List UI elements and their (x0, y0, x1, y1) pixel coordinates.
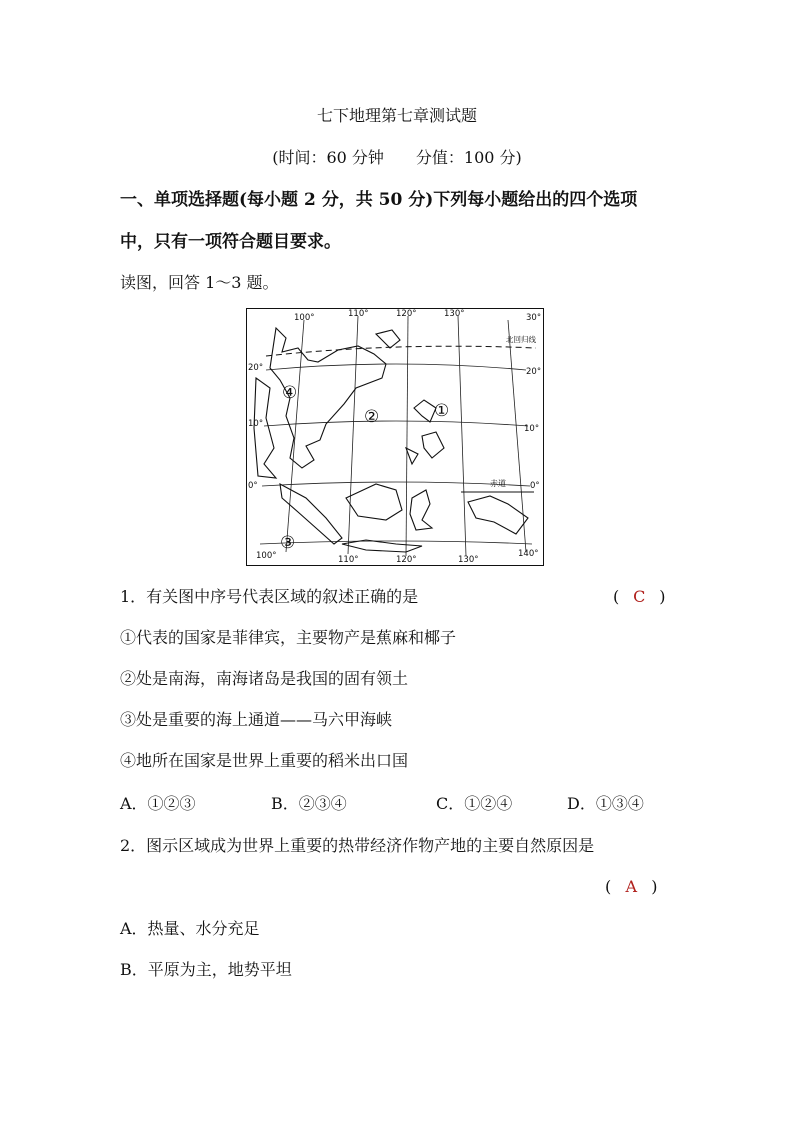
lon-label-top: 120° (396, 309, 417, 319)
option-d: D．①③④ (567, 794, 644, 813)
lat-label-right: 0° (530, 481, 540, 491)
lat-label-right: 30° (526, 313, 542, 323)
region-marker-4: ④ (282, 383, 298, 403)
section-heading-line2: 中，只有一项符合题目要求。 (120, 232, 341, 252)
region-marker-2: ② (364, 407, 380, 427)
lat-label-left: 10° (248, 419, 264, 429)
statement-1: ①代表的国家是菲律宾，主要物产是蕉麻和椰子 (120, 628, 457, 647)
southeast-asia-map (246, 308, 544, 566)
region-marker-1: ① (434, 401, 450, 421)
statement-3: ③处是重要的海上通道——马六甲海峡 (120, 710, 393, 729)
section-heading-line1: 一、单项选择题(每小题 2 分，共 50 分)下列每小题给出的四个选项 (120, 190, 638, 210)
exam-info: (时间：60 分钟 分值：100 分) (272, 148, 522, 167)
lon-label-top: 130° (444, 309, 465, 319)
option-c: C．①②④ (436, 794, 513, 813)
map-instruction: 读图，回答 1～3 题。 (120, 273, 279, 292)
question-1-stem: 1．有关图中序号代表区域的叙述正确的是 (120, 587, 419, 606)
option-a: A．①②③ (120, 794, 196, 813)
lat-label-right: 20° (526, 367, 542, 377)
lat-label-left: 20° (248, 363, 264, 373)
answer-letter: C (633, 587, 646, 606)
question-2-answer: ( A ) (605, 877, 658, 896)
statement-2: ②处是南海，南海诸岛是我国的固有领土 (120, 669, 409, 688)
region-marker-3: ③ (280, 533, 296, 553)
lon-label-top: 110° (348, 309, 369, 319)
lat-label-left: 0° (248, 481, 258, 491)
lon-label-top: 100° (294, 313, 315, 323)
tropic-label: 北回归线 (506, 335, 536, 344)
statement-4: ④地所在国家是世界上重要的稻米出口国 (120, 751, 409, 770)
page-title: 七下地理第七章测试题 (316, 106, 477, 125)
option-b: B．②③④ (271, 794, 347, 813)
q2-option-b: B．平原为主，地势平坦 (120, 960, 292, 979)
lon-label-bottom: 140° (518, 549, 539, 559)
question-2-stem: 2．图示区域成为世界上重要的热带经济作物产地的主要自然原因是 (120, 836, 595, 855)
equator-label: 赤道 (490, 479, 506, 488)
lon-label-bottom: 100° (256, 551, 277, 561)
question-1-answer: ( C ) (613, 587, 666, 606)
answer-letter: A (625, 877, 638, 896)
lon-label-bottom: 110° (338, 555, 359, 565)
q2-option-a: A．热量、水分充足 (120, 919, 260, 938)
lat-label-right: 10° (524, 424, 540, 434)
lon-label-bottom: 130° (458, 555, 479, 565)
lon-label-bottom: 120° (396, 555, 417, 565)
